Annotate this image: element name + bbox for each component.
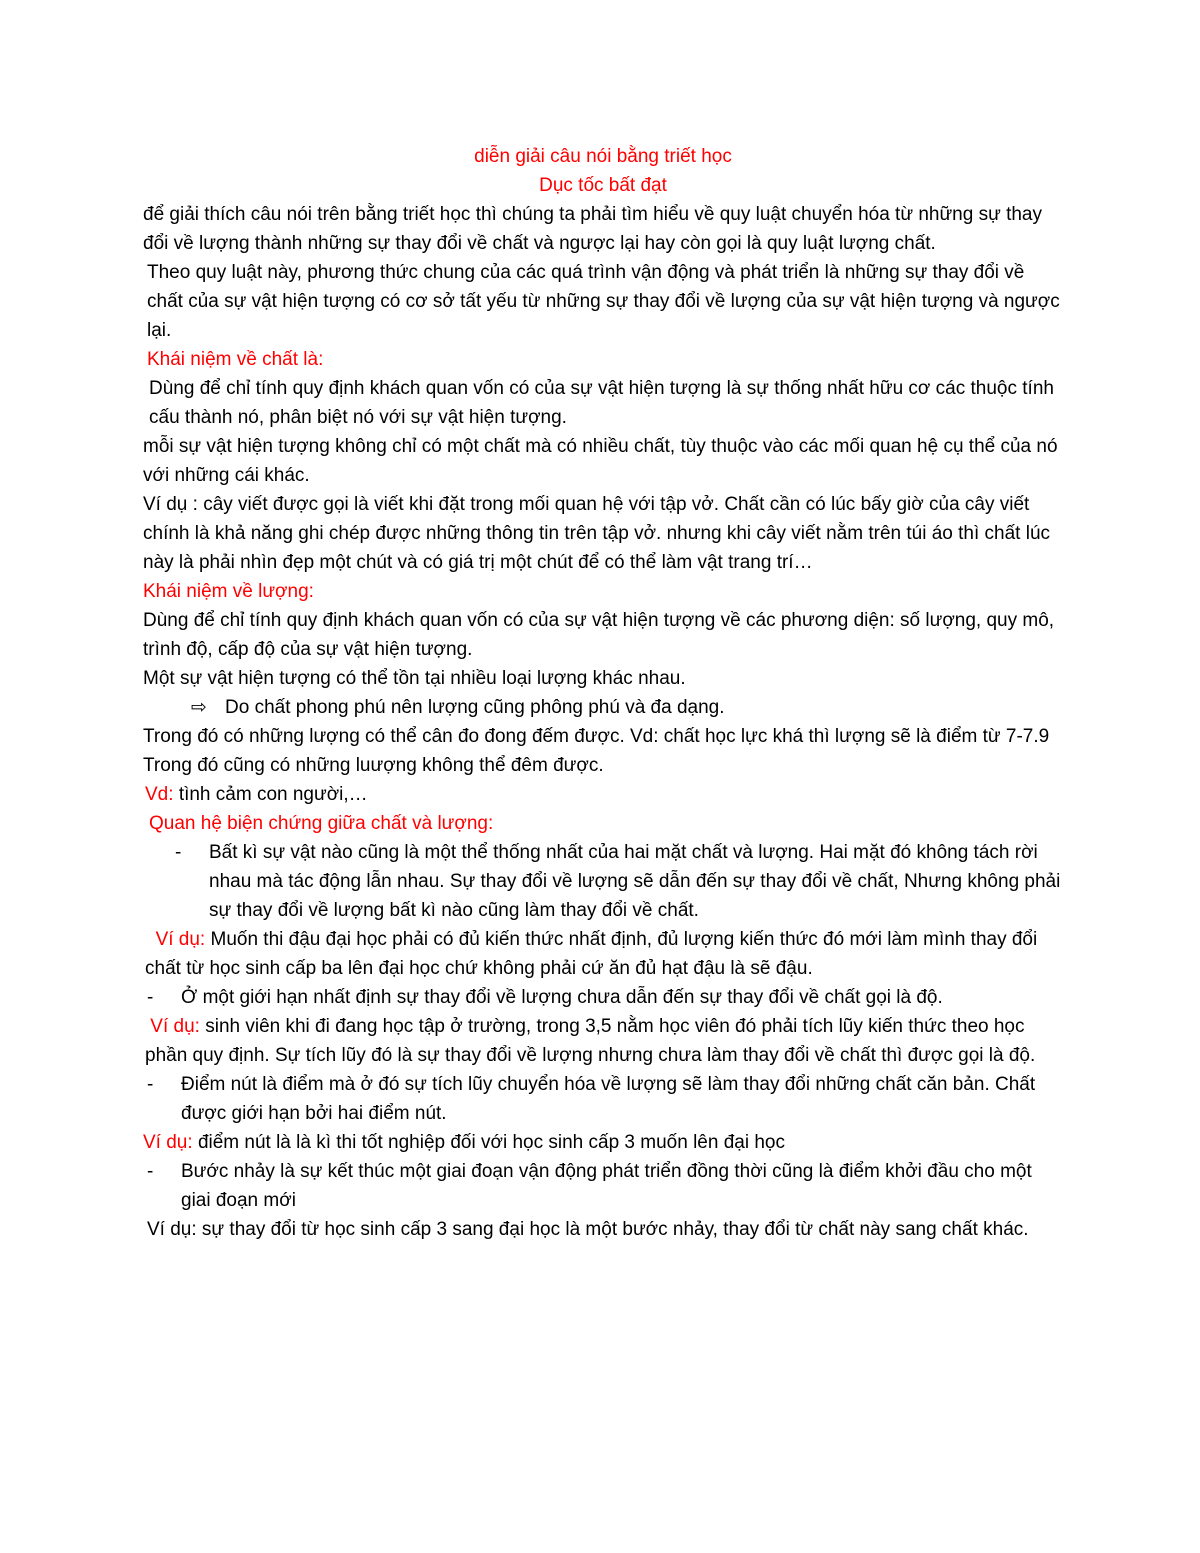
bullet-text: Ở một giới hạn nhất định sự thay đổi về lượng chưa dẫn đến sự thay đổi về chất gọi là độ.: [181, 987, 943, 1008]
luong-unmeasurable: Trong đó cũng có những luượng không thể đêm được.: [143, 755, 604, 776]
example-label: Ví dụ:: [150, 1016, 200, 1037]
dash-marker: -: [147, 1074, 154, 1095]
example-2: [143, 1012, 1063, 1070]
dash-marker: -: [175, 842, 182, 863]
bullet-text: Điểm nút là điểm mà ở đó sự tích lũy chuyển hóa về lượng sẽ làm thay đổi những chất căn bản. Chất được giới hạn bởi hai điểm nút.: [181, 1074, 1036, 1124]
luong-example: [143, 780, 1063, 809]
bullet-item: [143, 838, 1063, 925]
heading-chat: Khái niệm về chất là:: [147, 349, 324, 370]
arrow-icon: ⇨: [191, 697, 207, 718]
theo-paragraph: Theo quy luật này, phương thức chung của các quá trình vận động và phát triển là những sự thay đổi về chất của sự vật hiện tượng có cơ sở tất yếu từ những sự thay đổi về lượng của sự vật hiện tượng và ngược lại.: [147, 262, 1060, 341]
bullet-text: Bất kì sự vật nào cũng là một thể thống nhất của hai mặt chất và lượng. Hai mặt đó không tách rời nhau mà tác động lẫn nhau. Sự thay đổi về lượng sẽ dẫn đến sự thay đổi về chất, Nhưng không phải sự thay đổi về lượng bất kì nào cũng làm thay đổi về chất.: [209, 842, 1061, 921]
bullet-item: [143, 1070, 1063, 1128]
example-text: điểm nút là là kì thi tốt nghiệp đối với học sinh cấp 3 muốn lên đại học: [197, 1132, 785, 1153]
example-1: [143, 925, 1063, 983]
doc-title: diễn giải câu nói bằng triết học: [474, 146, 732, 167]
bullet-item: [143, 1157, 1063, 1215]
dash-marker: -: [147, 1161, 154, 1182]
example-label: Ví dụ:: [143, 1132, 193, 1153]
chat-definition: Dùng để chỉ tính quy định khách quan vốn có của sự vật hiện tượng là sự thống nhất hữu cơ các thuộc tính cấu thành nó, phân biệt nó với sự vật hiện tượng.: [149, 378, 1054, 428]
example-label: Vd:: [145, 784, 174, 805]
luong-measurable: Trong đó có những lượng có thể cân đo đong đếm được. Vd: chất học lực khá thì lượng sẽ là điểm từ 7-7.9: [143, 726, 1050, 747]
luong-arrow-text: Do chất phong phú nên lượng cũng phông phú và đa dạng.: [225, 697, 725, 718]
luong-arrow-item: [143, 693, 1063, 722]
example-text: sinh viên khi đi đang học tập ở trường, trong 3,5 nằm học viên đó phải tích lũy kiến thức theo học phần quy định. Sự tích lũy đó là sự thay đổi về lượng nhưng chưa làm thay đổi về chất thì được gọi là độ.: [145, 1016, 1036, 1066]
final-example: Ví dụ: sự thay đổi từ học sinh cấp 3 sang đại học là một bước nhảy, thay đổi từ chất này sang chất khác.: [147, 1219, 1029, 1240]
dash-marker: -: [147, 987, 154, 1008]
example-text: tình cảm con người,…: [178, 784, 368, 805]
example-text: Muốn thi đậu đại học phải có đủ kiến thức nhất định, đủ lượng kiến thức đó mới làm mình thay đổi chất từ học sinh cấp ba lên đại học chứ không phải cứ ăn đủ hạt đậu là sẽ đậu.: [145, 929, 1038, 979]
example-label: Ví dụ:: [155, 929, 206, 950]
example-3: [143, 1128, 1063, 1157]
intro-paragraph: để giải thích câu nói trên bằng triết học thì chúng ta phải tìm hiểu về quy luật chuyển hóa từ những sự thay đổi về lượng thành những sự thay đổi về chất và ngược lại hay còn gọi là quy luật lượng chất.: [143, 204, 1043, 254]
chat-example: Ví dụ : cây viết được gọi là viết khi đặt trong mối quan hệ với tập vở. Chất cần có lúc bấy giờ của cây viết chính là khả năng ghi chép được những thông tin trên tập vở. nhưng khi cây viết nằm trên túi áo thì chất lúc này là phải nhìn đẹp một chút và có giá trị một chút để có thể làm vật trang trí…: [143, 494, 1051, 573]
heading-luong: Khái niệm về lượng:: [143, 581, 314, 602]
bullet-text: Bước nhảy là sự kết thúc một giai đoạn vận động phát triển đồng thời cũng là điểm khởi đầu cho một giai đoạn mới: [181, 1161, 1032, 1211]
bullet-item: [143, 983, 1063, 1012]
chat-multiple: mỗi sự vật hiện tượng không chỉ có một chất mà có nhiều chất, tùy thuộc vào các mối quan hệ cụ thể của nó với những cái khác.: [143, 436, 1058, 486]
document-body: [143, 142, 1063, 1244]
luong-definition: Dùng để chỉ tính quy định khách quan vốn có của sự vật hiện tượng về các phương diện: số lượng, quy mô, trình độ, cấp độ của sự vật hiện tượng.: [143, 610, 1055, 660]
doc-subtitle: Dục tốc bất đạt: [539, 175, 667, 196]
luong-types: Một sự vật hiện tượng có thể tồn tại nhiều loại lượng khác nhau.: [143, 668, 686, 689]
heading-quan-he: Quan hệ biện chứng giữa chất và lượng:: [149, 813, 494, 834]
